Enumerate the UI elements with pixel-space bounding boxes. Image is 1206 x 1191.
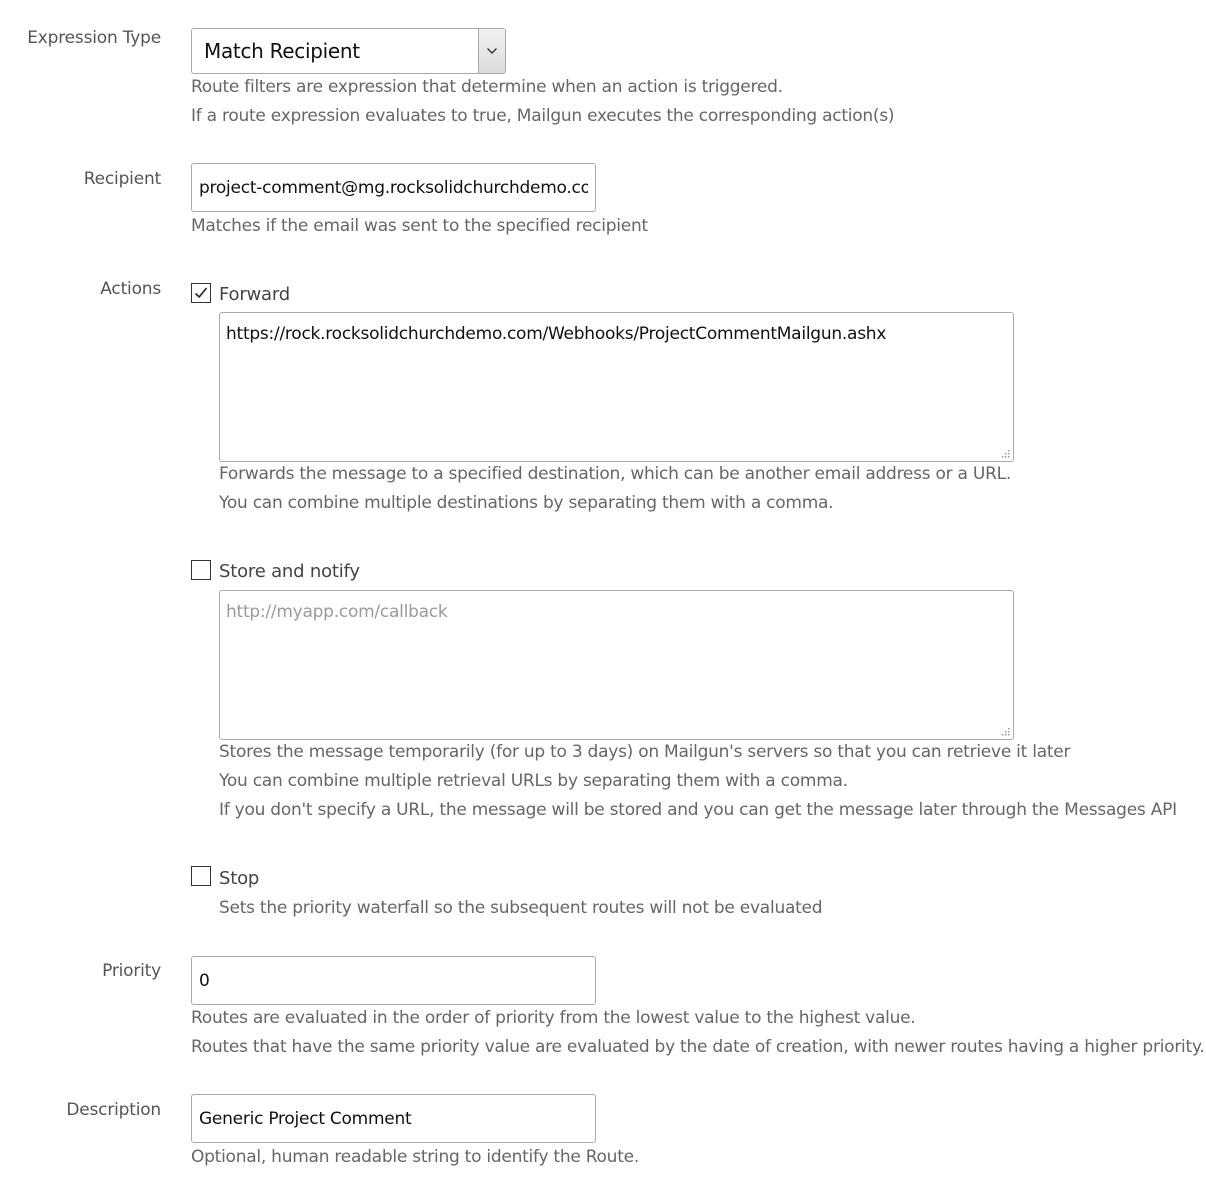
expression-type-help-line-2: If a route expression evaluates to true, Mailgun executes the corresponding action(s) xyxy=(191,106,895,126)
description-help: Optional, human readable string to identify the Route. xyxy=(191,1147,639,1167)
recipient-input[interactable] xyxy=(191,163,596,212)
recipient-label: Recipient xyxy=(83,169,161,189)
forward-help-line-2: You can combine multiple destinations by separating them with a comma. xyxy=(219,493,834,513)
expression-type-select[interactable] xyxy=(191,28,506,74)
forward-destination-textarea[interactable] xyxy=(219,312,1014,462)
priority-help-line-1: Routes are evaluated in the order of priority from the lowest value to the highest value. xyxy=(191,1008,916,1028)
store-notify-label[interactable]: Store and notify xyxy=(219,561,360,582)
expression-type-selected-value: Match Recipient xyxy=(204,39,360,63)
store-notify-help xyxy=(219,738,1177,825)
chevron-down-icon[interactable] xyxy=(478,29,505,73)
priority-input[interactable] xyxy=(191,956,596,1005)
store-notify-checkbox[interactable] xyxy=(191,560,211,580)
forward-help xyxy=(219,460,1011,518)
checkmark-icon xyxy=(193,285,209,301)
store-notify-url-textarea[interactable] xyxy=(219,590,1014,740)
store-notify-help-line-1: Stores the message temporarily (for up to 3 days) on Mailgun's servers so that you can retrieve it later xyxy=(219,742,1071,762)
recipient-help: Matches if the email was sent to the specified recipient xyxy=(191,216,648,236)
description-label: Description xyxy=(66,1100,161,1120)
forward-help-line-1: Forwards the message to a specified destination, which can be another email address or a URL. xyxy=(219,464,1012,484)
description-input[interactable] xyxy=(191,1094,596,1143)
store-notify-help-line-3: If you don't specify a URL, the message will be stored and you can get the message later through the Messages API xyxy=(219,800,1177,820)
resize-grip-icon[interactable] xyxy=(1000,726,1010,736)
priority-help-line-2: Routes that have the same priority value are evaluated by the date of creation, with newer routes having a higher priority. xyxy=(191,1037,1205,1057)
priority-help xyxy=(191,1004,1205,1062)
forward-label[interactable]: Forward xyxy=(219,284,290,305)
priority-label: Priority xyxy=(102,961,161,981)
expression-type-help xyxy=(191,73,894,131)
stop-label[interactable]: Stop xyxy=(219,868,260,889)
store-notify-help-line-2: You can combine multiple retrieval URLs by separating them with a comma. xyxy=(219,771,848,791)
forward-checkbox[interactable] xyxy=(191,283,211,303)
actions-label: Actions xyxy=(100,279,161,299)
stop-help: Sets the priority waterfall so the subsequent routes will not be evaluated xyxy=(219,898,823,918)
resize-grip-icon[interactable] xyxy=(1000,448,1010,458)
expression-type-label: Expression Type xyxy=(27,28,161,48)
expression-type-help-line-1: Route filters are expression that determine when an action is triggered. xyxy=(191,77,783,97)
stop-checkbox[interactable] xyxy=(191,866,211,886)
